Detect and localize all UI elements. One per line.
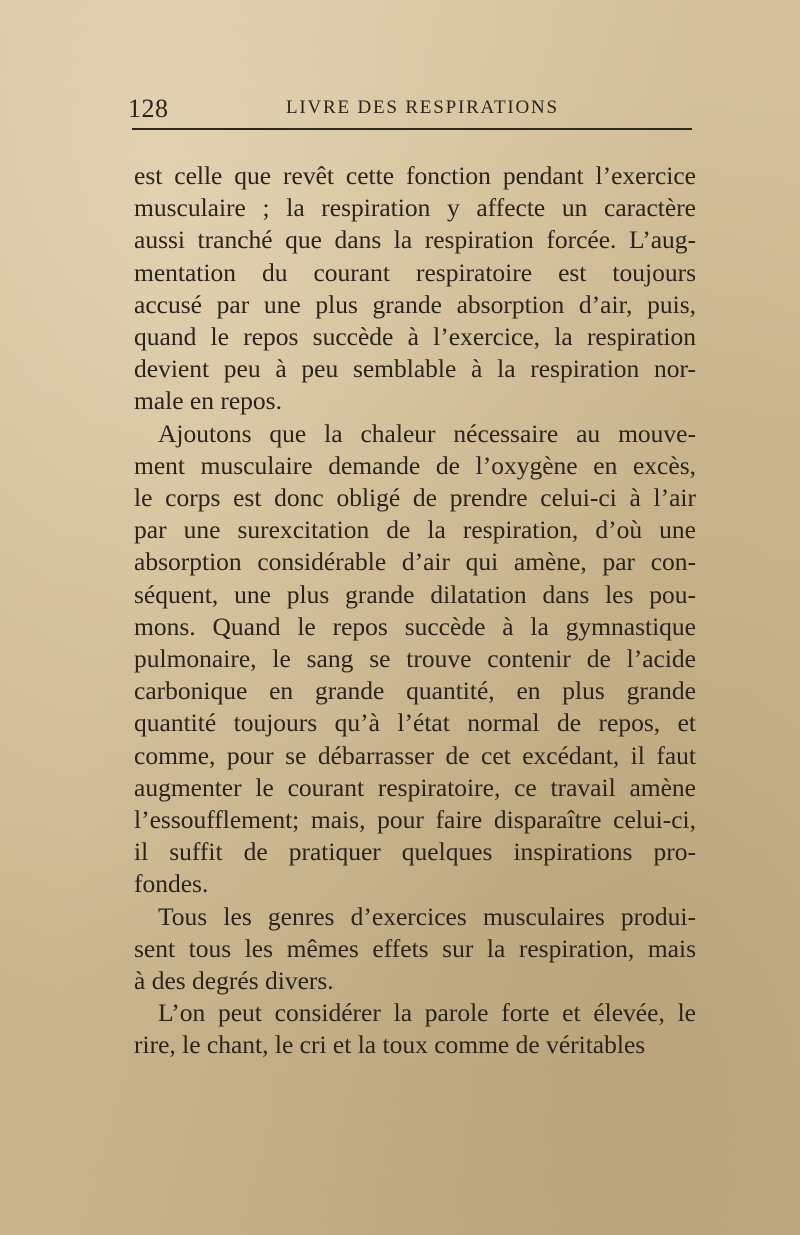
text-line: carbonique en grande quantité, en plus grande [134, 676, 696, 706]
text-line: quantité toujours qu’à l’état normal de repos, et [134, 708, 696, 738]
text-line: devient peu à peu semblable à la respiration nor- [134, 354, 696, 384]
text-line: l’essoufflement; mais, pour faire disparaître celui-ci, [134, 805, 696, 835]
text-line: L’on peut considérer la parole forte et élevée, le [158, 998, 696, 1028]
text-line: mons. Quand le repos succède à la gymnastique [134, 611, 696, 641]
paragraph [134, 901, 696, 998]
paragraph [134, 997, 696, 1061]
text-line: rire, le chant, le cri et la toux comme de véritables [134, 1030, 646, 1060]
page-header [120, 94, 692, 128]
text-line: il suffit de pratiquer quelques inspirations pro- [134, 837, 696, 867]
text-line: male en repos. [134, 386, 282, 416]
text-line: musculaire ; la respiration y affecte un caractère [134, 193, 696, 223]
text-line: séquent, une plus grande dilatation dans les pou- [134, 579, 696, 609]
text-line: mentation du courant respiratoire est toujours [134, 257, 696, 287]
text-line: aussi tranché que dans la respiration forcée. L’aug- [134, 225, 696, 255]
text-line: quand le repos succède à l’exercice, la respiration [134, 322, 696, 352]
paragraph [134, 418, 696, 901]
paragraph [134, 160, 696, 418]
text-line: pulmonaire, le sang se trouve contenir de l’acide [134, 644, 696, 674]
page-number: 128 [128, 94, 169, 123]
text-line: augmenter le courant respiratoire, ce travail amène [134, 772, 696, 802]
body-text [134, 160, 696, 1062]
running-title: LIVRE DES RESPIRATIONS [286, 97, 559, 118]
text-line: Ajoutons que la chaleur nécessaire au mouve- [158, 418, 696, 448]
text-line: absorption considérable d’air qui amène, par con- [134, 547, 696, 577]
text-line: le corps est donc obligé de prendre celui-ci à l’air [134, 483, 696, 513]
text-line: accusé par une plus grande absorption d’air, puis, [134, 289, 696, 319]
text-line: fondes. [134, 869, 209, 899]
text-line: ment musculaire demande de l’oxygène en excès, [134, 450, 696, 480]
text-line: comme, pour se débarrasser de cet excédant, il faut [134, 740, 696, 770]
text-line: Tous les genres d’exercices musculaires produi- [158, 901, 696, 931]
text-line: est celle que revêt cette fonction pendant l’exercice [134, 161, 696, 190]
text-line: sent tous les mêmes effets sur la respiration, mais [134, 933, 696, 963]
header-rule [132, 128, 692, 130]
text-line: à des degrés divers. [134, 966, 334, 996]
text-line: par une surexcitation de la respiration, d’où une [134, 515, 696, 545]
